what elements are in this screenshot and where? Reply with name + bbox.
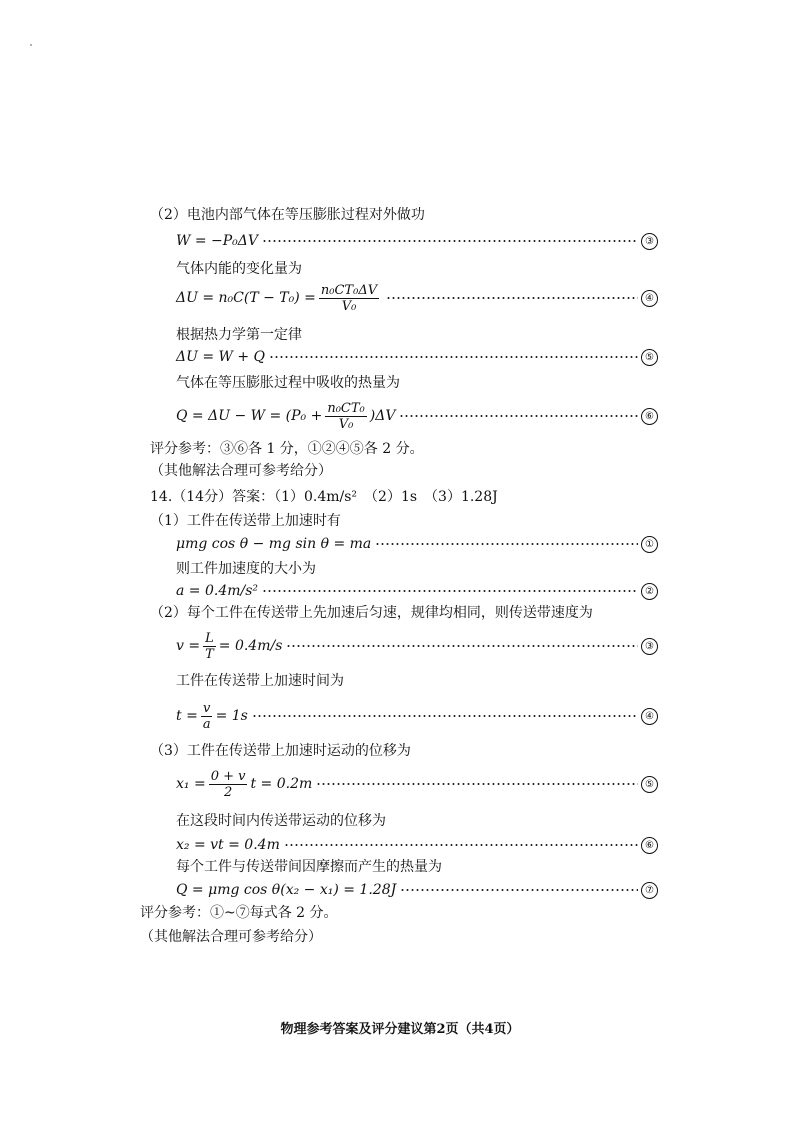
leader-dots [316, 783, 638, 785]
q14-eq-row-1 [176, 527, 658, 561]
eq-mark: ⑤ [641, 776, 658, 793]
other-methods-note: （其他解法合理可参考给分） [150, 463, 332, 479]
fraction [325, 401, 366, 432]
leader-dots [269, 356, 638, 358]
formula-rhs: t = 0.2m [250, 776, 313, 792]
q14-eq-row-3 [176, 624, 658, 668]
formula: μmg cos θ − mg sin θ = ma [176, 536, 372, 552]
text-accel: 则工件加速度的大小为 [176, 561, 316, 577]
eq-row-3 [176, 224, 658, 258]
scoring-note: 评分参考：③⑥各 1 分，①②④⑤各 2 分。 [150, 441, 424, 457]
denominator: a [202, 716, 211, 732]
denominator: V₀ [341, 298, 357, 314]
numerator: n₀CT₀ [327, 400, 365, 416]
q14-part3-heading: （3）工件在传送带上加速时运动的位移为 [150, 743, 411, 759]
text-heat-absorbed: 气体在等压膨胀过程中吸收的热量为 [176, 375, 400, 391]
eq-mark: ⑥ [641, 408, 658, 425]
formula [176, 401, 395, 432]
q14-eq-row-4 [176, 694, 658, 738]
leader-dots [375, 543, 638, 545]
fraction [203, 631, 216, 662]
eq-mark: ① [641, 536, 658, 553]
q14-scoring-note: 评分参考：①~⑦每式各 2 分。 [140, 905, 338, 921]
formula [176, 283, 382, 314]
eq-mark: ⑥ [641, 837, 658, 854]
leader-dots [386, 297, 638, 299]
q14-header: 14.（14分）答案：（1）0.4m/s² （2）1s （3）1.28J [150, 489, 498, 505]
formula-rhs: = 1s [215, 708, 248, 724]
eq-mark: ③ [641, 233, 658, 250]
scan-speck [30, 44, 32, 46]
formula: a = 0.4m/s² [176, 583, 259, 599]
eq-mark: ⑦ [641, 882, 658, 899]
leader-dots [252, 715, 638, 717]
formula-lhs: ΔU = n₀C(T − T₀) = [176, 290, 316, 306]
text-accel-time: 工件在传送带上加速时间为 [176, 673, 344, 689]
q14-eq-row-6 [176, 828, 658, 862]
formula: Q = μmg cos θ(x₂ − x₁) = 1.28J [176, 882, 397, 898]
leader-dots [400, 889, 638, 891]
leader-dots [262, 240, 638, 242]
q14-eq-row-5 [176, 762, 658, 806]
formula-lhs: Q = ΔU − W = (P₀ + [176, 408, 323, 424]
leader-dots [286, 645, 638, 647]
q14-eq-row-7 [176, 873, 658, 907]
formula: ΔU = W + Q [176, 349, 266, 365]
eq-row-6 [176, 394, 658, 438]
q14-other-methods-note: （其他解法合理可参考给分） [140, 929, 322, 945]
eq-row-5 [176, 340, 658, 374]
formula [176, 769, 312, 800]
eq-mark: ⑤ [641, 349, 658, 366]
leader-dots [284, 844, 638, 846]
denominator: 2 [223, 784, 233, 800]
leader-dots [399, 415, 638, 417]
eq-mark: ③ [641, 638, 658, 655]
formula-lhs: v = [176, 638, 201, 654]
part2-heading: （2）电池内部气体在等压膨胀过程对外做功 [150, 207, 425, 223]
page-footer: 物理参考答案及评分建议第2页（共4页） [280, 1022, 520, 1037]
eq-mark: ④ [641, 290, 658, 307]
fraction [319, 283, 379, 314]
text-internal-energy: 气体内能的变化量为 [176, 261, 302, 277]
eq-mark: ④ [641, 708, 658, 725]
leader-dots [262, 590, 638, 592]
numerator: 0 + v [210, 768, 246, 784]
denominator: T [205, 646, 214, 662]
formula-lhs: t = [176, 708, 198, 724]
text-belt-displacement: 在这段时间内传送带运动的位移为 [176, 813, 386, 829]
q14-part2-heading: （2）每个工件在传送带上先加速后匀速，规律均相同，则传送带速度为 [150, 605, 593, 621]
fraction [209, 769, 248, 800]
text-friction-heat: 每个工件与传送带间因摩擦而产生的热量为 [176, 859, 442, 875]
formula-lhs: x₁ = [176, 776, 206, 792]
formula [176, 701, 248, 732]
formula-rhs: = 0.4m/s [218, 638, 283, 654]
formula: W = −P₀ΔV [176, 233, 259, 249]
numerator: n₀CT₀ΔV [320, 282, 378, 298]
denominator: V₀ [338, 416, 354, 432]
numerator: v [203, 700, 211, 716]
q14-eq-row-2 [176, 574, 658, 608]
q14-part1-heading: （1）工件在传送带上加速时有 [150, 513, 341, 529]
eq-row-4 [176, 276, 658, 320]
formula-rhs: )ΔV [369, 408, 396, 424]
numerator: L [205, 630, 214, 646]
fraction [201, 701, 213, 732]
text-first-law: 根据热力学第一定律 [176, 327, 302, 343]
eq-mark: ② [641, 583, 658, 600]
formula [176, 631, 282, 662]
formula: x₂ = vt = 0.4m [176, 837, 280, 853]
